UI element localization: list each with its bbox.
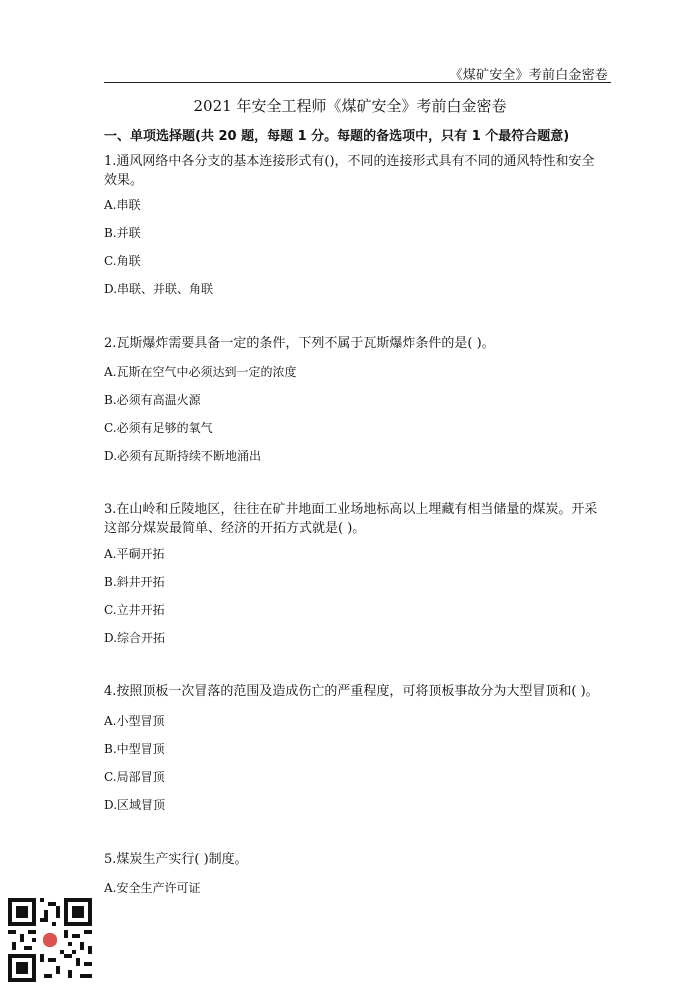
question-5 bbox=[104, 850, 604, 869]
question-stem: 3.在山岭和丘陵地区，往往在矿井地面工业场地标高以上埋藏有相当储量的煤炭。开采这部分煤炭最简单、经济的开拓方式就是( )。 bbox=[104, 502, 598, 536]
option-c: C.立井开拓 bbox=[104, 603, 165, 617]
qr-code-icon bbox=[8, 898, 92, 982]
option-c: C.必须有足够的氧气 bbox=[104, 421, 213, 435]
option-a: A.平硐开拓 bbox=[104, 547, 165, 561]
option-d: D.必须有瓦斯持续不断地涌出 bbox=[104, 449, 262, 463]
option-a: A.安全生产许可证 bbox=[104, 881, 201, 895]
option-b: B.并联 bbox=[104, 226, 141, 240]
option-c: C.局部冒顶 bbox=[104, 770, 165, 784]
option-d: D.区域冒顶 bbox=[104, 798, 166, 812]
option-d: D.综合开拓 bbox=[104, 631, 166, 645]
question-2 bbox=[104, 334, 604, 353]
question-1 bbox=[104, 152, 604, 190]
document-title: 2021 年安全工程师《煤矿安全》考前白金密卷 bbox=[193, 97, 507, 115]
question-stem: 4.按照顶板一次冒落的范围及造成伤亡的严重程度，可将顶板事故分为大型冒顶和( )。 bbox=[104, 684, 599, 699]
option-a: A.串联 bbox=[104, 198, 141, 212]
question-3 bbox=[104, 500, 604, 538]
option-d: D.串联、并联、角联 bbox=[104, 282, 214, 296]
option-b: B.中型冒顶 bbox=[104, 742, 165, 756]
option-a: A.瓦斯在空气中必须达到一定的浓度 bbox=[104, 365, 297, 379]
question-stem: 1.通风网络中各分支的基本连接形式有()，不同的连接形式具有不同的通风特性和安全效果。 bbox=[104, 154, 595, 188]
option-b: B.斜井开拓 bbox=[104, 575, 165, 589]
header-divider bbox=[104, 82, 611, 83]
question-4 bbox=[104, 682, 604, 701]
section-heading: 一、单项选择题(共 20 题，每题 1 分。每题的备选项中，只有 1 个最符合题意) bbox=[104, 129, 570, 144]
option-c: C.角联 bbox=[104, 254, 141, 268]
option-a: A.小型冒顶 bbox=[104, 714, 165, 728]
running-header: 《煤矿安全》考前白金密卷 bbox=[449, 68, 608, 83]
question-stem: 5.煤炭生产实行( )制度。 bbox=[104, 852, 248, 867]
option-b: B.必须有高温火源 bbox=[104, 393, 201, 407]
question-stem: 2.瓦斯爆炸需要具备一定的条件，下列不属于瓦斯爆炸条件的是( )。 bbox=[104, 336, 495, 351]
